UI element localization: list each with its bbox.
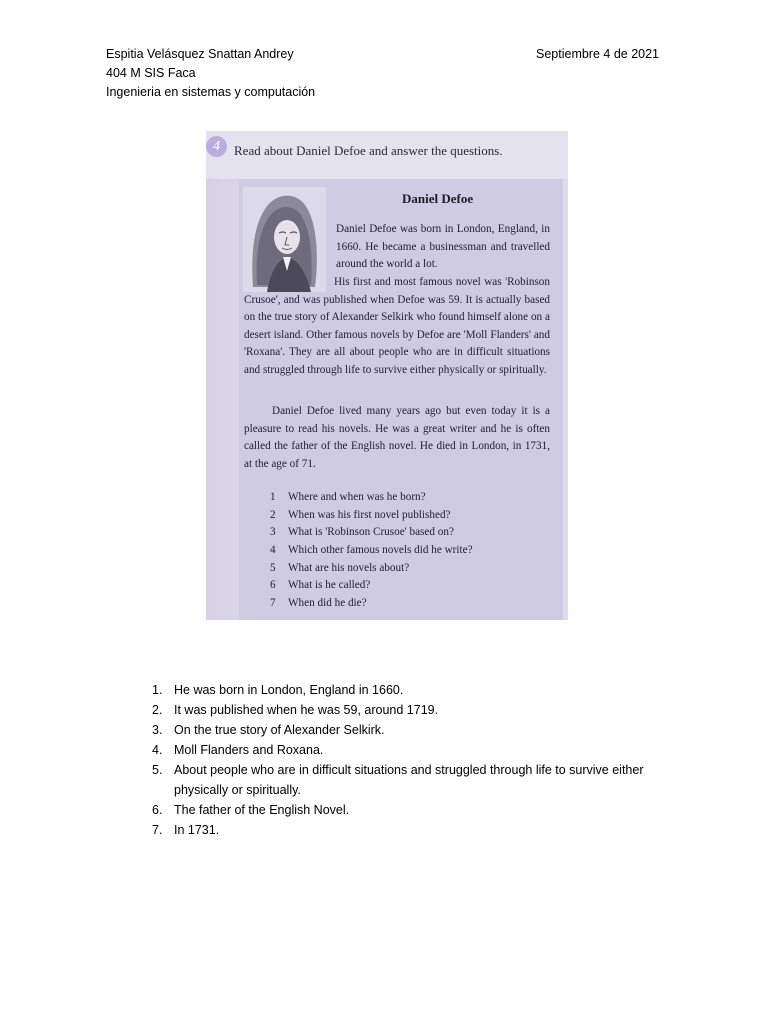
answer-item: 2. It was published when he was 59, around 1719. bbox=[152, 703, 439, 717]
question-item: 2 When was his first novel published? bbox=[270, 508, 451, 521]
article-paragraph-2: His first and most famous novel was 'Robinson Crusoe', and was published when Defoe was 59. It is actually based on the true story of Alexander Selkirk who found himself alone on a desert island. Other famous novels by Defoe are 'Moll Flanders' and 'Roxana'. They are all about people who are in difficult situations and struggled through life to survive either physically or spiritually. bbox=[244, 276, 550, 376]
answer-list bbox=[146, 680, 686, 840]
student-group: 404 M SIS Faca bbox=[106, 66, 196, 80]
student-info bbox=[106, 45, 315, 102]
article-title: Daniel Defoe bbox=[402, 191, 474, 206]
exercise-instruction: Read about Daniel Defoe and answer the questions. bbox=[234, 143, 503, 158]
question-item: 7 When did he die? bbox=[270, 597, 367, 610]
question-item: 5 What are his novels about? bbox=[270, 561, 410, 574]
question-item: 1 Where and when was he born? bbox=[270, 491, 426, 503]
question-list bbox=[270, 489, 550, 613]
answer-item: 5. About people who are in difficult situations and struggled through life to survive either physically or spiritually. bbox=[152, 763, 644, 797]
student-program: Ingenieria en sistemas y computación bbox=[106, 85, 316, 99]
question-item: 6 What is he called? bbox=[270, 579, 371, 592]
exercise-number-badge: 4 bbox=[206, 136, 227, 157]
answer-item: 6. The father of the English Novel. bbox=[152, 803, 350, 817]
scanned-textbook-page bbox=[206, 131, 568, 620]
student-name: Espitia Velásquez Snattan Andrey bbox=[106, 47, 294, 61]
answer-item: 1. He was born in London, England in 1660. bbox=[152, 683, 404, 697]
answer-item: 3. On the true story of Alexander Selkirk. bbox=[152, 723, 385, 737]
article-paragraph-3: Daniel Defoe lived many years ago but even today it is a pleasure to read his novels. He was a great writer and he is often called the father of the English novel. He died in London, in 1731, at the age of 71. bbox=[244, 405, 550, 470]
article-paragraph-1: Daniel Defoe was born in London, England, in 1660. He became a businessman and travelled around the world a lot. bbox=[336, 223, 550, 271]
document-date: Septiembre 4 de 2021 bbox=[536, 47, 660, 61]
question-item: 3 What is 'Robinson Crusoe' based on? bbox=[270, 526, 454, 539]
answer-item: 7. In 1731. bbox=[152, 823, 220, 837]
question-item: 4 Which other famous novels did he write? bbox=[270, 544, 473, 557]
answer-item: 4. Moll Flanders and Roxana. bbox=[152, 743, 324, 757]
